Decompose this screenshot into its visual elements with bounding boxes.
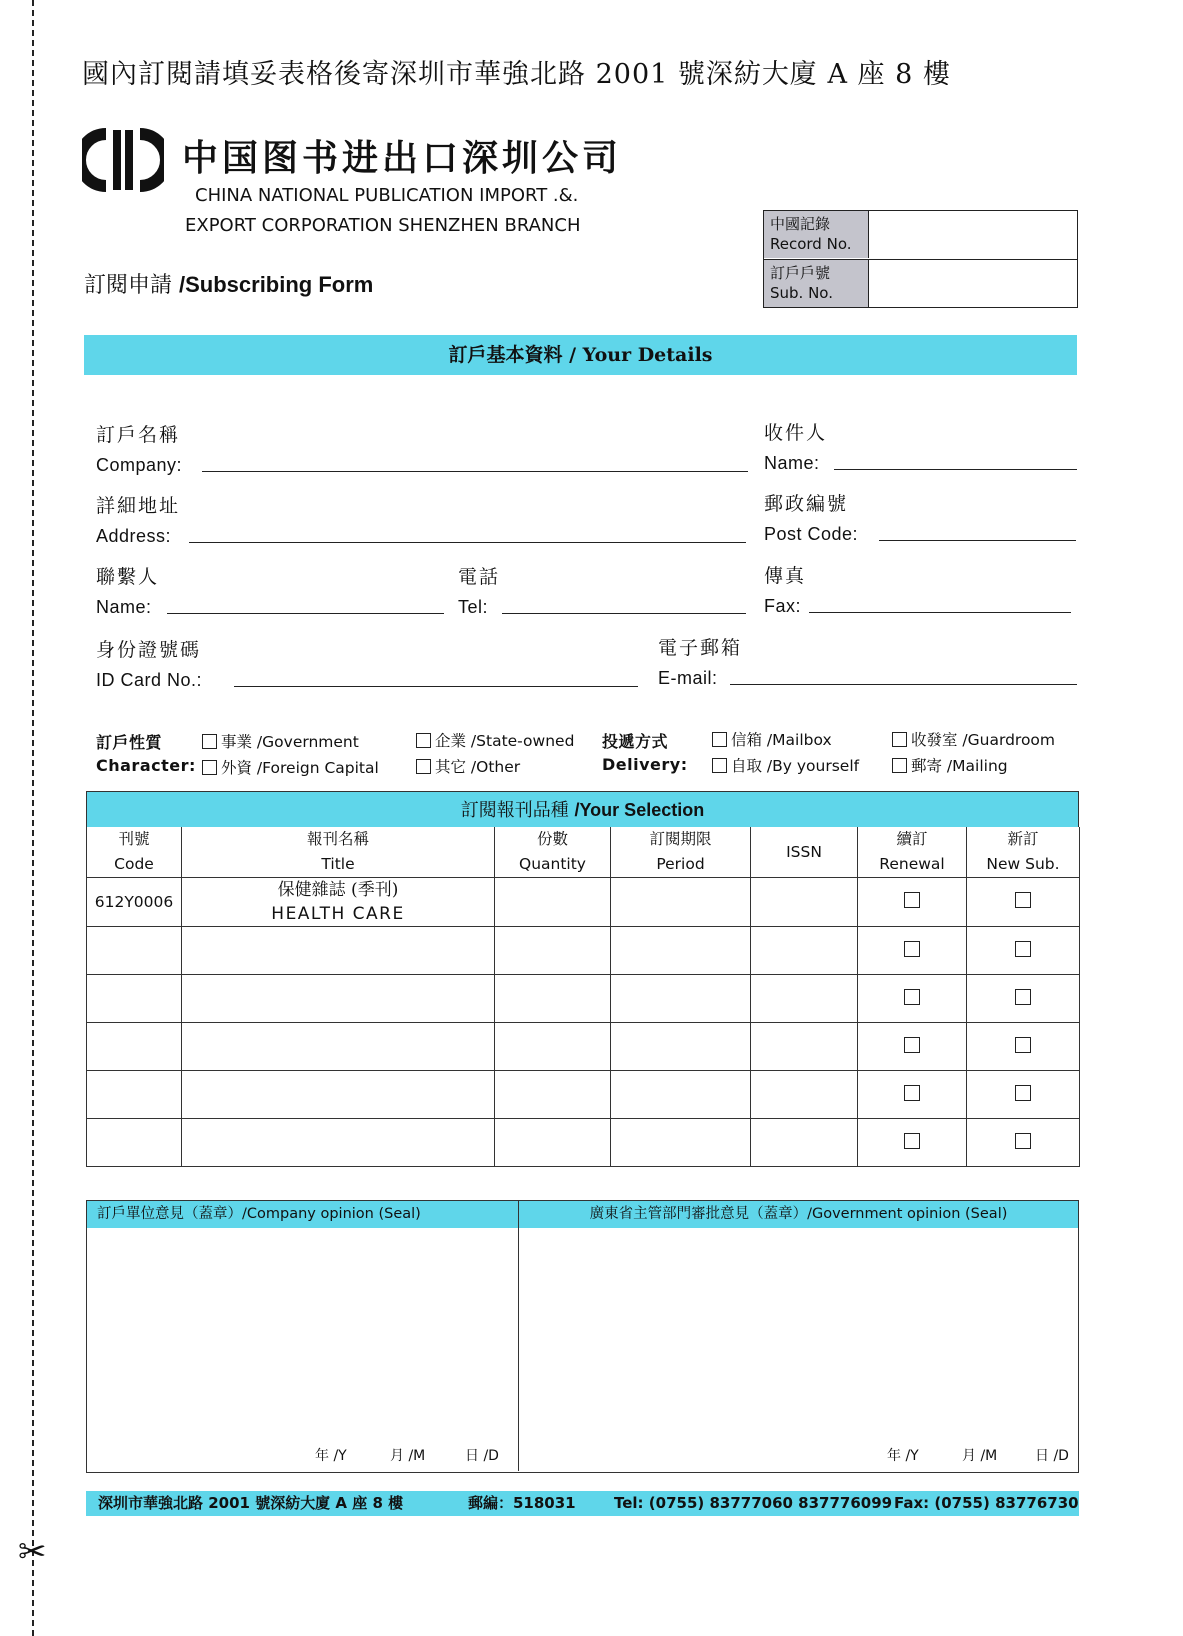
contact-name-label: 聯繫人 Name: <box>96 566 160 617</box>
col-title: 報刊名稱 Title <box>182 827 495 878</box>
company-field[interactable] <box>202 471 748 472</box>
cut-dashed-line <box>32 0 34 1636</box>
new-sub-cell[interactable] <box>967 878 1080 927</box>
checkbox[interactable] <box>202 734 217 749</box>
company-name-en-line2: EXPORT CORPORATION SHENZHEN BRANCH <box>185 215 581 236</box>
company-name-en-line1: CHINA NATIONAL PUBLICATION IMPORT .&. <box>195 185 579 206</box>
title-cell: 保健雜誌 (季刊) HEALTH CARE <box>182 878 495 927</box>
table-row <box>87 1023 1080 1071</box>
fax-field[interactable] <box>809 612 1071 613</box>
col-quantity: 份數 Quantity <box>495 827 611 878</box>
col-renewal: 續訂 Renewal <box>858 827 967 878</box>
option-by-yourself[interactable]: 自取 /By yourself <box>712 754 859 776</box>
table-row <box>87 927 1080 975</box>
tel-label: 電話 Tel: <box>458 566 501 617</box>
company-label: 訂戶名稱 Company: <box>96 424 183 475</box>
renewal-checkbox[interactable] <box>904 989 920 1005</box>
new-sub-checkbox[interactable] <box>1015 1085 1031 1101</box>
issn-cell[interactable] <box>751 878 858 927</box>
company-month-label: 月 /M <box>390 1448 426 1464</box>
checkbox[interactable] <box>712 758 727 773</box>
form-title: 訂閱申請 /Subscribing Form <box>84 272 374 298</box>
footer-tel: Tel: (0755) 83777060 837776099 <box>614 1494 893 1512</box>
character-label-cn: 訂戶性質 <box>96 733 163 752</box>
government-opinion-header: 廣東省主管部門審批意見（蓋章）/Government opinion (Seal) <box>519 1201 1078 1228</box>
renewal-checkbox[interactable] <box>904 892 920 908</box>
checkbox[interactable] <box>892 758 907 773</box>
new-sub-checkbox[interactable] <box>1015 1133 1031 1149</box>
checkbox[interactable] <box>202 760 217 775</box>
company-name-cn: 中国图书进出口深圳公司 <box>182 137 623 179</box>
table-row <box>87 878 1080 927</box>
government-day-label: 日 /D <box>1035 1448 1069 1464</box>
selection-table <box>86 827 1080 1167</box>
period-cell[interactable] <box>611 878 751 927</box>
checkbox[interactable] <box>416 759 431 774</box>
delivery-label-cn: 投遞方式 <box>602 732 669 751</box>
company-opinion-box[interactable] <box>87 1201 519 1471</box>
email-label: 電子郵箱 E-mail: <box>658 637 743 688</box>
col-issn: ISSN <box>751 827 858 878</box>
record-box <box>763 210 1078 308</box>
character-label-en: Character: <box>96 756 196 775</box>
government-month-label: 月 /M <box>962 1448 998 1464</box>
recipient-name-field[interactable] <box>834 469 1077 470</box>
footer-address: 深圳市華強北路 2001 號深紡大廈 A 座 8 樓 <box>98 1494 404 1512</box>
your-selection-bar: 訂閱報刊品種 /Your Selection <box>86 791 1079 827</box>
footer-contact-bar <box>86 1491 1079 1516</box>
government-year-label: 年 /Y <box>887 1448 919 1464</box>
mailing-instruction: 國內訂閱請填妥表格後寄深圳市華強北路 2001 號深紡大廈 A 座 8 樓 <box>82 59 951 90</box>
option-mailbox[interactable]: 信箱 /Mailbox <box>712 728 832 750</box>
quantity-cell[interactable] <box>495 878 611 927</box>
email-field[interactable] <box>730 684 1077 685</box>
company-opinion-header: 訂戶單位意見（蓋章）/Company opinion (Seal) <box>87 1201 518 1228</box>
col-period: 訂閱期限 Period <box>611 827 751 878</box>
record-no-label: 中國記錄 Record No. <box>764 211 869 258</box>
checkbox[interactable] <box>712 732 727 747</box>
renewal-checkbox[interactable] <box>904 1037 920 1053</box>
address-field[interactable] <box>189 542 746 543</box>
sub-no-field[interactable] <box>870 260 1076 306</box>
renewal-checkbox[interactable] <box>904 1085 920 1101</box>
new-sub-checkbox[interactable] <box>1015 941 1031 957</box>
fax-label: 傳真 Fax: <box>764 565 807 616</box>
renewal-checkbox[interactable] <box>904 1133 920 1149</box>
option-guardroom[interactable]: 收發室 /Guardroom <box>892 728 1055 750</box>
new-sub-checkbox[interactable] <box>1015 892 1031 908</box>
company-year-label: 年 /Y <box>315 1448 347 1464</box>
id-card-field[interactable] <box>234 686 638 687</box>
sub-no-label: 訂戶戶號 Sub. No. <box>764 260 869 307</box>
cnpiec-logo <box>82 128 164 192</box>
scissors-icon: ✂ <box>18 1532 47 1572</box>
checkbox[interactable] <box>416 733 431 748</box>
your-details-bar: 訂戶基本資料 / Your Details <box>84 335 1077 375</box>
new-sub-checkbox[interactable] <box>1015 1037 1031 1053</box>
renewal-cell[interactable] <box>858 878 967 927</box>
address-label: 詳細地址 Address: <box>96 495 181 546</box>
contact-name-field[interactable] <box>167 613 444 614</box>
record-no-field[interactable] <box>870 211 1076 258</box>
recipient-name-label: 收件人 Name: <box>764 422 828 473</box>
checkbox[interactable] <box>892 732 907 747</box>
company-day-label: 日 /D <box>465 1448 499 1464</box>
tel-field[interactable] <box>502 613 746 614</box>
option-mailing[interactable]: 郵寄 /Mailing <box>892 754 1008 776</box>
post-code-label: 郵政編號 Post Code: <box>764 493 859 544</box>
footer-postcode: 郵編：518031 <box>468 1494 576 1512</box>
renewal-checkbox[interactable] <box>904 941 920 957</box>
option-state-owned[interactable]: 企業 /State-owned <box>416 729 574 751</box>
opinion-section <box>86 1200 1079 1473</box>
code-cell: 612Y0006 <box>87 878 182 927</box>
footer-fax: Fax: (0755) 83776730 <box>894 1494 1079 1512</box>
table-row <box>87 1119 1080 1167</box>
option-government[interactable]: 事業 /Government <box>202 730 359 752</box>
delivery-label-en: Delivery: <box>602 755 688 774</box>
post-code-field[interactable] <box>879 540 1076 541</box>
id-card-label: 身份證號碼 ID Card No.: <box>96 639 203 690</box>
option-foreign-capital[interactable]: 外資 /Foreign Capital <box>202 756 379 778</box>
government-opinion-box[interactable] <box>519 1201 1078 1471</box>
table-header-row <box>87 827 1080 878</box>
new-sub-checkbox[interactable] <box>1015 989 1031 1005</box>
table-row <box>87 975 1080 1023</box>
col-new-sub: 新訂 New Sub. <box>967 827 1080 878</box>
option-other[interactable]: 其它 /Other <box>416 755 520 777</box>
col-code: 刊號 Code <box>87 827 182 878</box>
table-row <box>87 1071 1080 1119</box>
